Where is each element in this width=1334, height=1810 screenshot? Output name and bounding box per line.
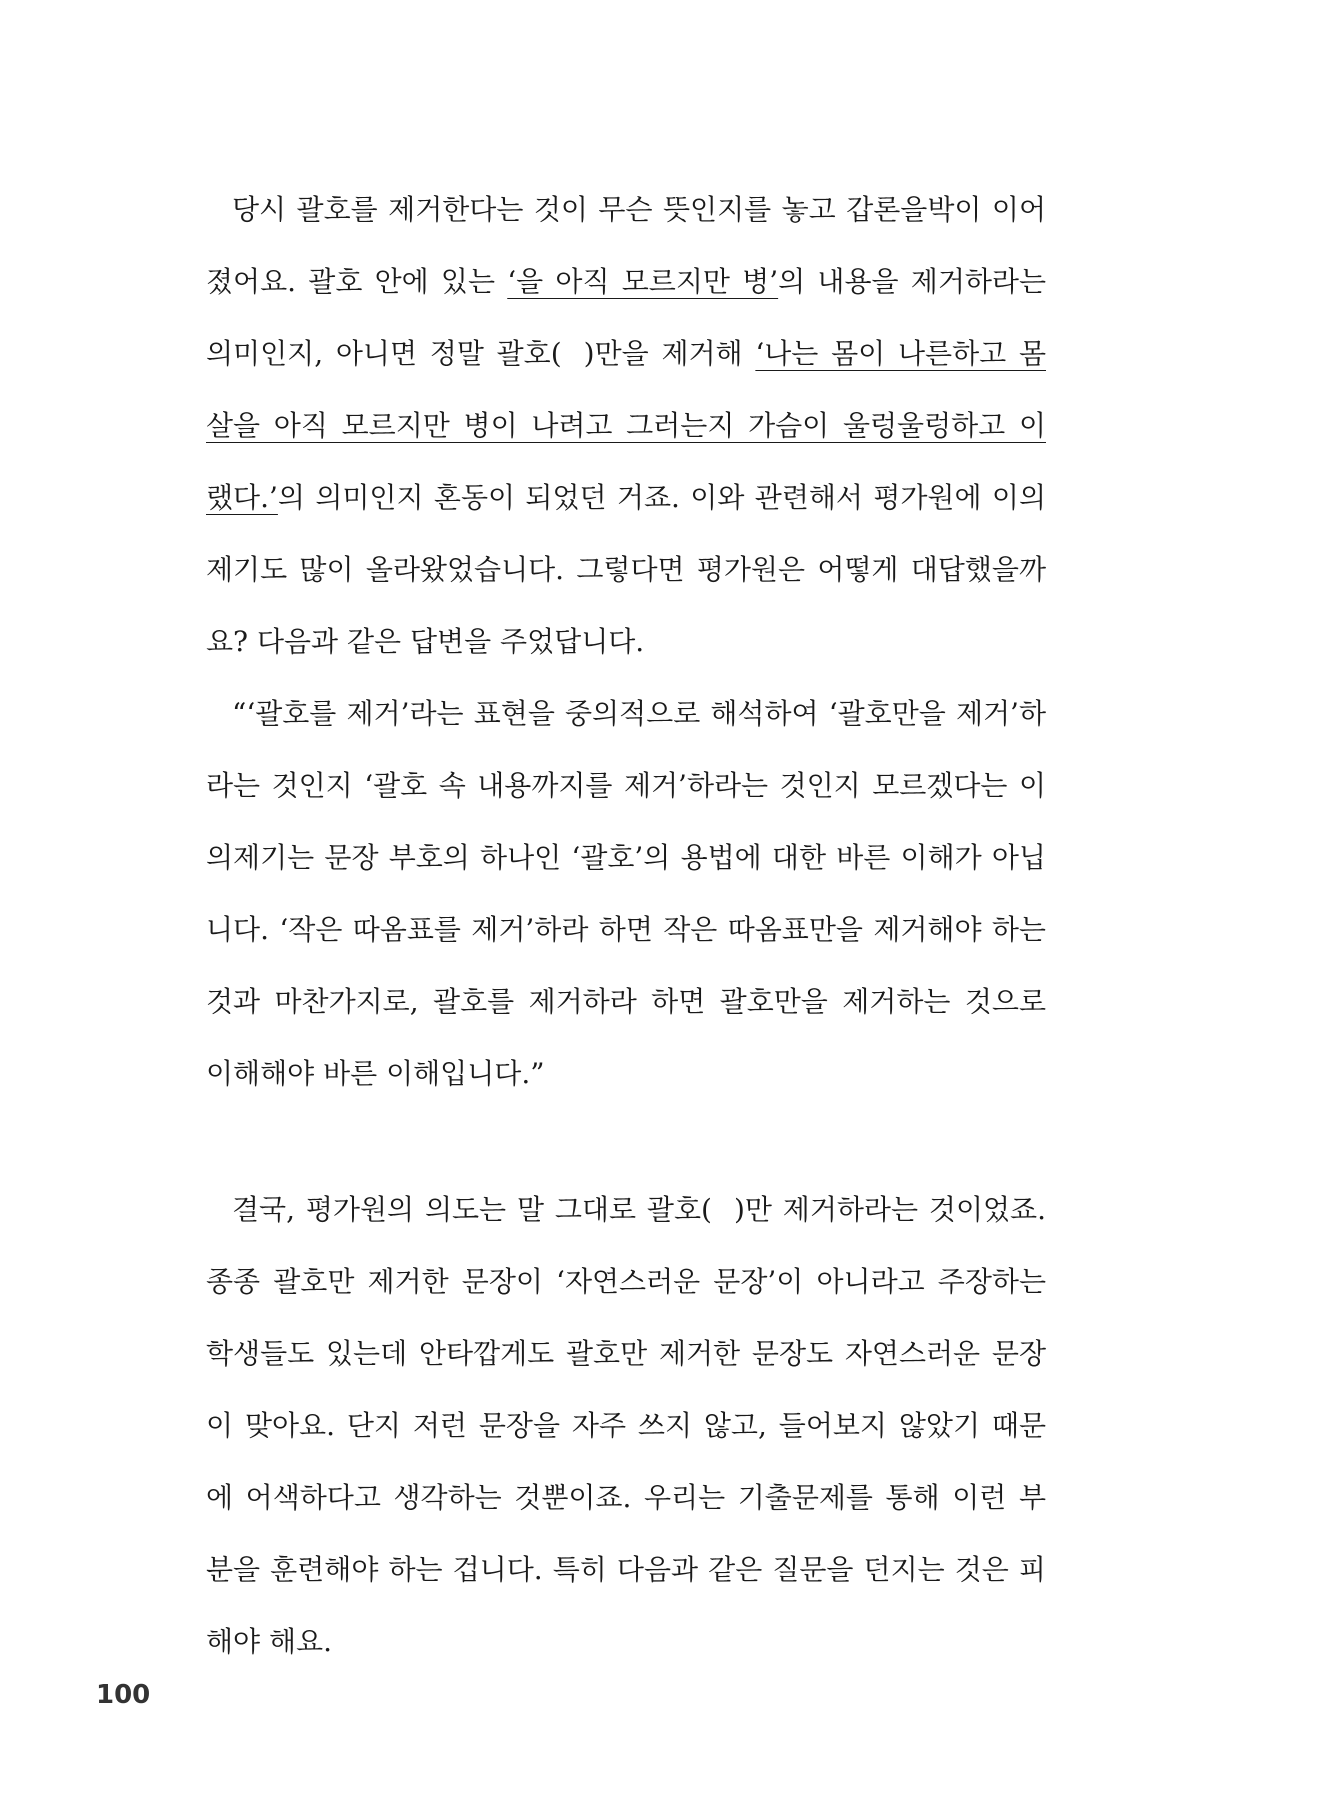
paragraph-1-line-3 <box>206 330 1046 378</box>
text-segment: 이해해야 바른 이해입니다.” <box>206 1057 545 1090</box>
paragraph-2-line-3 <box>206 1330 1046 1378</box>
text-segment: 것과 마찬가지로, 괄호를 제거하라 하면 괄호만을 제거하는 것으로 <box>206 985 1046 1018</box>
underlined-text: 랬다.’ <box>206 481 278 514</box>
text-segment: )만 제거하라는 것이었죠. <box>733 1193 1046 1226</box>
text-segment: “‘괄호를 제거’라는 표현을 중의적으로 해석하여 ‘괄호만을 제거’하 <box>232 697 1046 730</box>
paragraph-2-line-2 <box>206 1258 1046 1306</box>
paragraph-1-line-7 <box>206 618 1046 666</box>
paragraph-1-line-2 <box>206 258 1046 306</box>
text-segment: 의미인지, 아니면 정말 괄호( <box>206 337 562 370</box>
paragraph-2-line-7 <box>206 1618 1046 1666</box>
text-segment: 학생들도 있는데 안타깝게도 괄호만 제거한 문장도 자연스러운 문장 <box>206 1337 1046 1370</box>
text-segment: 해야 해요. <box>206 1625 332 1658</box>
underlined-text: ‘을 아직 모르지만 병’ <box>507 265 779 298</box>
quote-line-5 <box>206 978 1046 1026</box>
quote-line-2 <box>206 762 1046 810</box>
text-segment: )만을 제거해 <box>583 337 756 370</box>
text-segment: 라는 것인지 ‘괄호 속 내용까지를 제거’하라는 것인지 모르겠다는 이 <box>206 769 1046 802</box>
text-segment: 제기도 많이 올라왔었습니다. 그렇다면 평가원은 어떻게 대답했을까 <box>206 553 1046 586</box>
text-segment: 종종 괄호만 제거한 문장이 ‘자연스러운 문장’이 아니라고 주장하는 <box>206 1265 1046 1298</box>
text-segment: 결국, 평가원의 의도는 말 그대로 괄호( <box>232 1193 712 1226</box>
paragraph-1-line-4 <box>206 402 1046 450</box>
quote-line-3 <box>206 834 1046 882</box>
quote-line-1 <box>206 690 1046 738</box>
paragraph-2-line-4 <box>206 1402 1046 1450</box>
page-number: 100 <box>96 1680 151 1710</box>
paragraph-1-line-5 <box>206 474 1046 522</box>
text-segment: 니다. ‘작은 따옴표를 제거’하라 하면 작은 따옴표만을 제거해야 하는 <box>206 913 1046 946</box>
text-segment: 의제기는 문장 부호의 하나인 ‘괄호’의 용법에 대한 바른 이해가 아닙 <box>206 841 1046 874</box>
text-segment: 에 어색하다고 생각하는 것뿐이죠. 우리는 기출문제를 통해 이런 부 <box>206 1481 1046 1514</box>
text-segment: 이 맞아요. 단지 저런 문장을 자주 쓰지 않고, 들어보지 않았기 때문 <box>206 1409 1046 1442</box>
underlined-text: ‘나는 몸이 나른하고 몸 <box>755 337 1046 370</box>
paragraph-2-line-1 <box>206 1186 1046 1234</box>
paragraph-2-line-5 <box>206 1474 1046 1522</box>
quote-line-4 <box>206 906 1046 954</box>
text-segment: 당시 괄호를 제거한다는 것이 무슨 뜻인지를 놓고 갑론을박이 이어 <box>232 193 1046 226</box>
underlined-text: 살을 아직 모르지만 병이 나려고 그러는지 가슴이 울렁울렁하고 이 <box>206 409 1046 442</box>
paragraph-2-line-6 <box>206 1546 1046 1594</box>
text-segment: 요? 다음과 같은 답변을 주었답니다. <box>206 625 645 658</box>
text-segment: 의 의미인지 혼동이 되었던 거죠. 이와 관련해서 평가원에 이의 <box>277 481 1046 514</box>
paragraph-1-line-1 <box>206 186 1046 234</box>
text-segment: 분을 훈련해야 하는 겁니다. 특히 다음과 같은 질문을 던지는 것은 피 <box>206 1553 1046 1586</box>
text-segment: 졌어요. 괄호 안에 있는 <box>206 265 508 298</box>
quote-line-6 <box>206 1050 1046 1098</box>
text-segment: 의 내용을 제거하라는 <box>778 265 1047 298</box>
paragraph-1-line-6 <box>206 546 1046 594</box>
